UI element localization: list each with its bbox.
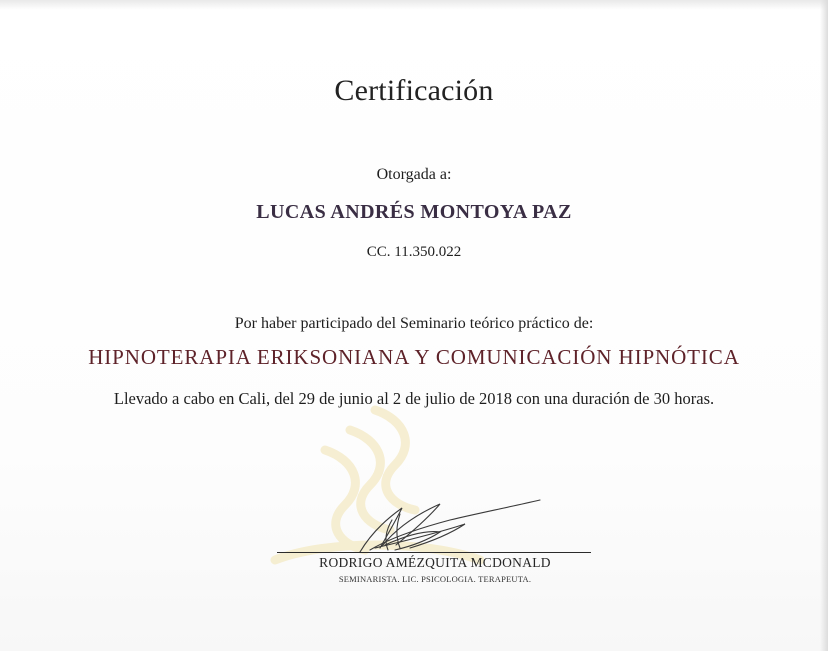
awarded-to-label: Otorgada a:	[376, 166, 452, 183]
recipient-id-number: CC. 11.350.022	[366, 244, 462, 260]
signer-role: SEMINARISTA. LIC. PSICOLOGIA. TERAPEUTA.	[338, 574, 532, 584]
signer-name: RODRIGO AMÉZQUITA MCDONALD	[319, 555, 551, 570]
signature-line	[277, 552, 591, 553]
seminar-name: HIPNOTERAPIA ERIKSONIANA Y COMUNICACIÓN HIPNÓTICA	[88, 345, 740, 369]
certificate-title: Certificación	[334, 74, 494, 107]
page-top-shadow	[0, 0, 828, 10]
recipient-name: LUCAS ANDRÉS MONTOYA PAZ	[256, 201, 572, 223]
participation-text: Por haber participado del Seminario teórico práctico de:	[234, 315, 594, 332]
event-details: Llevado a cabo en Cali, del 29 de junio al 2 de julio de 2018 con una duración de 30 horas.	[113, 389, 715, 408]
